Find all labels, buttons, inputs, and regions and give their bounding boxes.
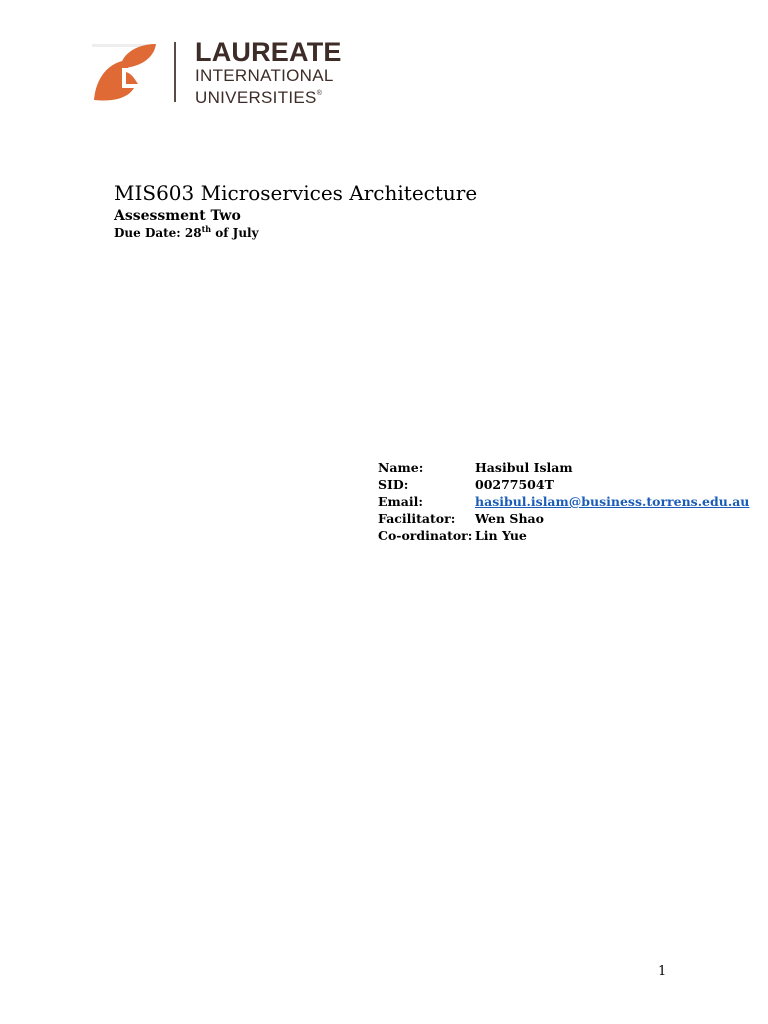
leaf-logo-icon [92,42,158,104]
due-date-ordinal: th [201,224,212,234]
info-label: Name: [378,460,424,475]
laureate-logo [88,38,348,108]
email-link[interactable]: hasibul.islam@business.torrens.edu.au [475,494,750,509]
student-info [378,459,749,544]
due-date-suffix: of July [211,226,259,240]
info-label: Facilitator: [378,511,456,526]
info-row-email [378,493,749,510]
logo-line-universities [195,85,322,107]
info-row-sid [378,476,749,493]
info-value-name: Hasibul Islam [475,460,573,475]
document-subtitle: Assessment Two [114,208,241,224]
registered-mark: ® [316,90,323,97]
logo-line-universities-text: UNIVERSITIES [195,88,317,107]
info-label: SID: [378,477,409,492]
logo-divider [174,42,176,102]
info-row-facilitator [378,510,749,527]
logo-line-international: INTERNATIONAL [195,66,334,85]
document-title: MIS603 Microservices Architecture [114,181,478,205]
info-row-name [378,459,749,476]
info-value-sid: 00277504T [475,477,554,492]
info-row-coordinator [378,527,749,544]
info-label: Email: [378,494,423,509]
info-value-facilitator: Wen Shao [475,511,544,526]
page-number: 1 [658,964,667,979]
due-date-prefix: Due Date: 28 [114,226,202,240]
logo-brand-text: LAUREATE [195,37,342,67]
info-value-coordinator: Lin Yue [475,528,527,543]
info-label: Co-ordinator: [378,528,473,543]
due-date [114,225,259,241]
